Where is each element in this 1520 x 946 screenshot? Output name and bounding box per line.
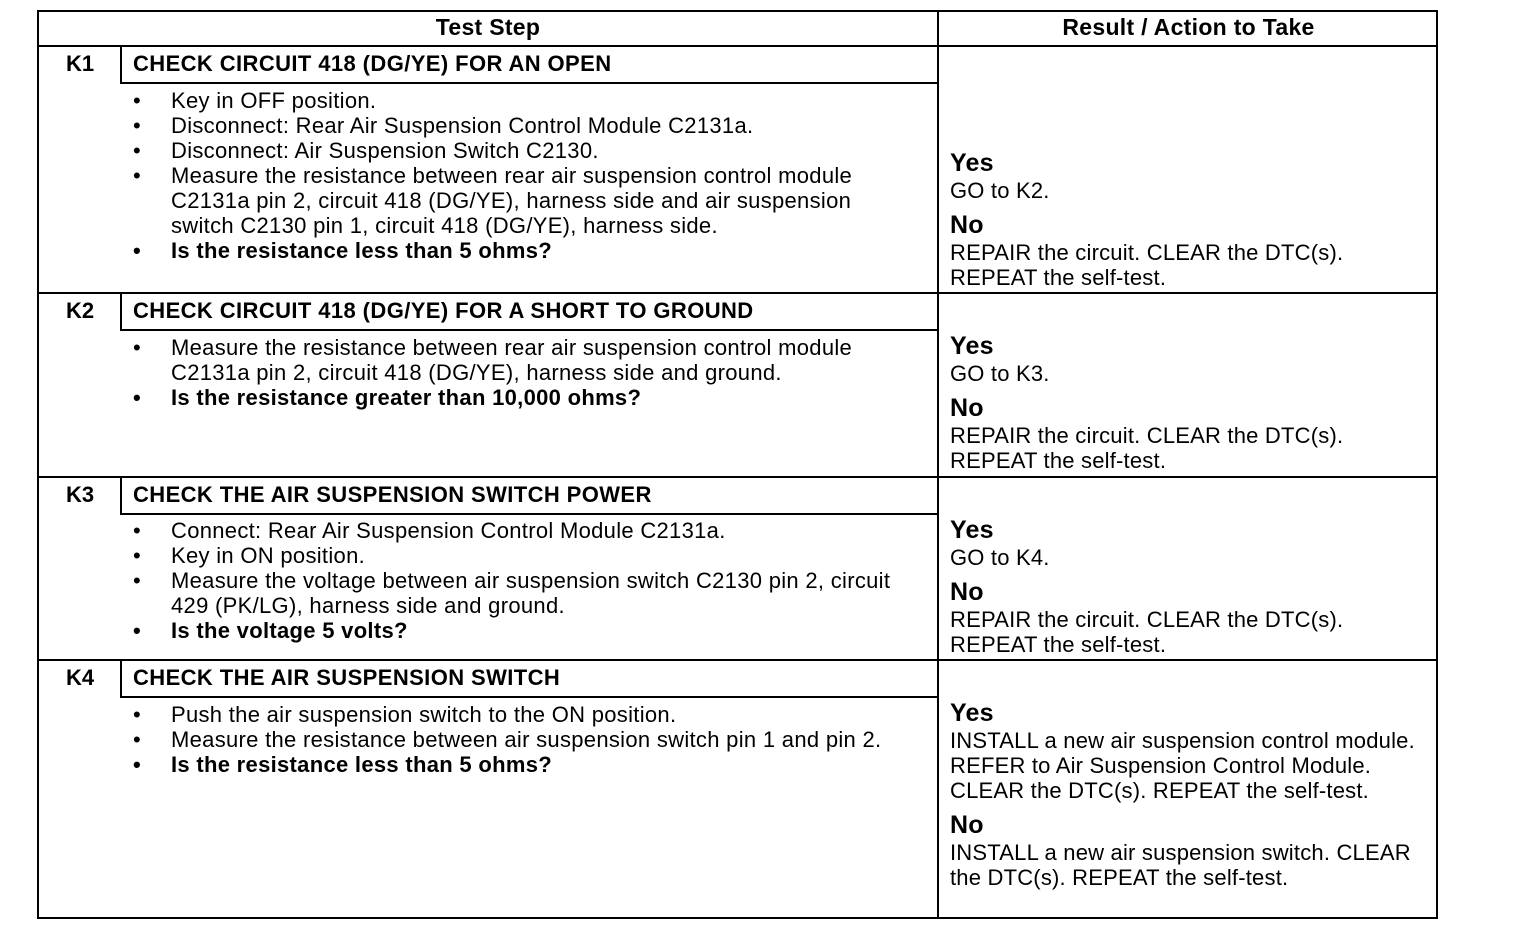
step-title: CHECK THE AIR SUSPENSION SWITCH POWER	[133, 482, 652, 507]
instruction-item: • Measure the resistance between rear air suspension control module C2131a pin 2, circuit 418 (DG/YE), harness side and air suspension switch C2130 pin 1, circuit 418 (DG/YE), harness side.	[130, 163, 906, 238]
no-action: REPAIR the circuit. CLEAR the DTC(s). REPEAT the self-test.	[950, 423, 1344, 473]
step-id: K4	[65, 665, 95, 690]
yes-action: GO to K2.	[950, 178, 1050, 203]
yes-label: Yes	[950, 149, 994, 177]
step-question: • Is the resistance less than 5 ohms?	[130, 752, 920, 777]
step-instructions	[130, 88, 920, 263]
instruction-item: • Key in OFF position.	[130, 88, 920, 113]
no-label: No	[950, 811, 984, 839]
yes-label: Yes	[950, 699, 994, 727]
step-title: CHECK CIRCUIT 418 (DG/YE) FOR A SHORT TO GROUND	[133, 298, 754, 323]
no-label: No	[950, 394, 984, 422]
instruction-item: • Measure the voltage between air suspension switch C2130 pin 2, circuit 429 (PK/LG), harness side and ground.	[130, 568, 891, 618]
no-action: INSTALL a new air suspension switch. CLEAR the DTC(s). REPEAT the self-test.	[950, 840, 1411, 890]
instruction-item: • Push the air suspension switch to the ON position.	[130, 702, 920, 727]
title-rule-k2	[120, 329, 939, 331]
no-action: REPAIR the circuit. CLEAR the DTC(s). REPEAT the self-test.	[950, 240, 1344, 290]
instruction-item: • Connect: Rear Air Suspension Control Module C2131a.	[130, 518, 920, 543]
step-result	[950, 148, 1435, 290]
yes-action: GO to K3.	[950, 361, 1050, 386]
step-title: CHECK THE AIR SUSPENSION SWITCH	[133, 665, 561, 690]
step-title: CHECK CIRCUIT 418 (DG/YE) FOR AN OPEN	[133, 51, 612, 76]
yes-action: INSTALL a new air suspension control module. REFER to Air Suspension Control Module. CLEAR the DTC(s). REPEAT the self-test.	[950, 728, 1415, 803]
step-id: K2	[65, 298, 95, 323]
title-rule-k3	[120, 513, 939, 515]
no-label: No	[950, 578, 984, 606]
step-instructions	[130, 518, 920, 643]
title-rule-k1	[120, 82, 939, 84]
yes-label: Yes	[950, 516, 994, 544]
column-divider	[937, 10, 939, 919]
step-question: • Is the resistance greater than 10,000 ohms?	[130, 385, 920, 410]
step-question: • Is the resistance less than 5 ohms?	[130, 238, 920, 263]
title-rule-k4	[120, 696, 939, 698]
step-instructions	[130, 702, 920, 777]
instruction-item: • Disconnect: Rear Air Suspension Control Module C2131a.	[130, 113, 920, 138]
header-result-action: Result / Action to Take	[1062, 14, 1315, 40]
step-question: • Is the voltage 5 volts?	[130, 618, 920, 643]
yes-action: GO to K4.	[950, 545, 1050, 570]
step-result	[950, 515, 1435, 657]
instruction-item: • Measure the resistance between rear air suspension control module C2131a pin 2, circuit 418 (DG/YE), harness side and ground.	[130, 335, 876, 385]
instruction-item: • Measure the resistance between air suspension switch pin 1 and pin 2.	[130, 727, 931, 752]
step-id: K1	[65, 51, 95, 76]
yes-label: Yes	[950, 332, 994, 360]
step-id: K3	[65, 482, 95, 507]
header-test-step: Test Step	[435, 14, 541, 40]
step-instructions	[130, 335, 920, 410]
no-label: No	[950, 211, 984, 239]
step-result	[950, 331, 1435, 473]
instruction-item: • Key in ON position.	[130, 543, 920, 568]
instruction-item: • Disconnect: Air Suspension Switch C2130.	[130, 138, 920, 163]
step-result	[950, 698, 1435, 890]
no-action: REPAIR the circuit. CLEAR the DTC(s). REPEAT the self-test.	[950, 607, 1344, 657]
